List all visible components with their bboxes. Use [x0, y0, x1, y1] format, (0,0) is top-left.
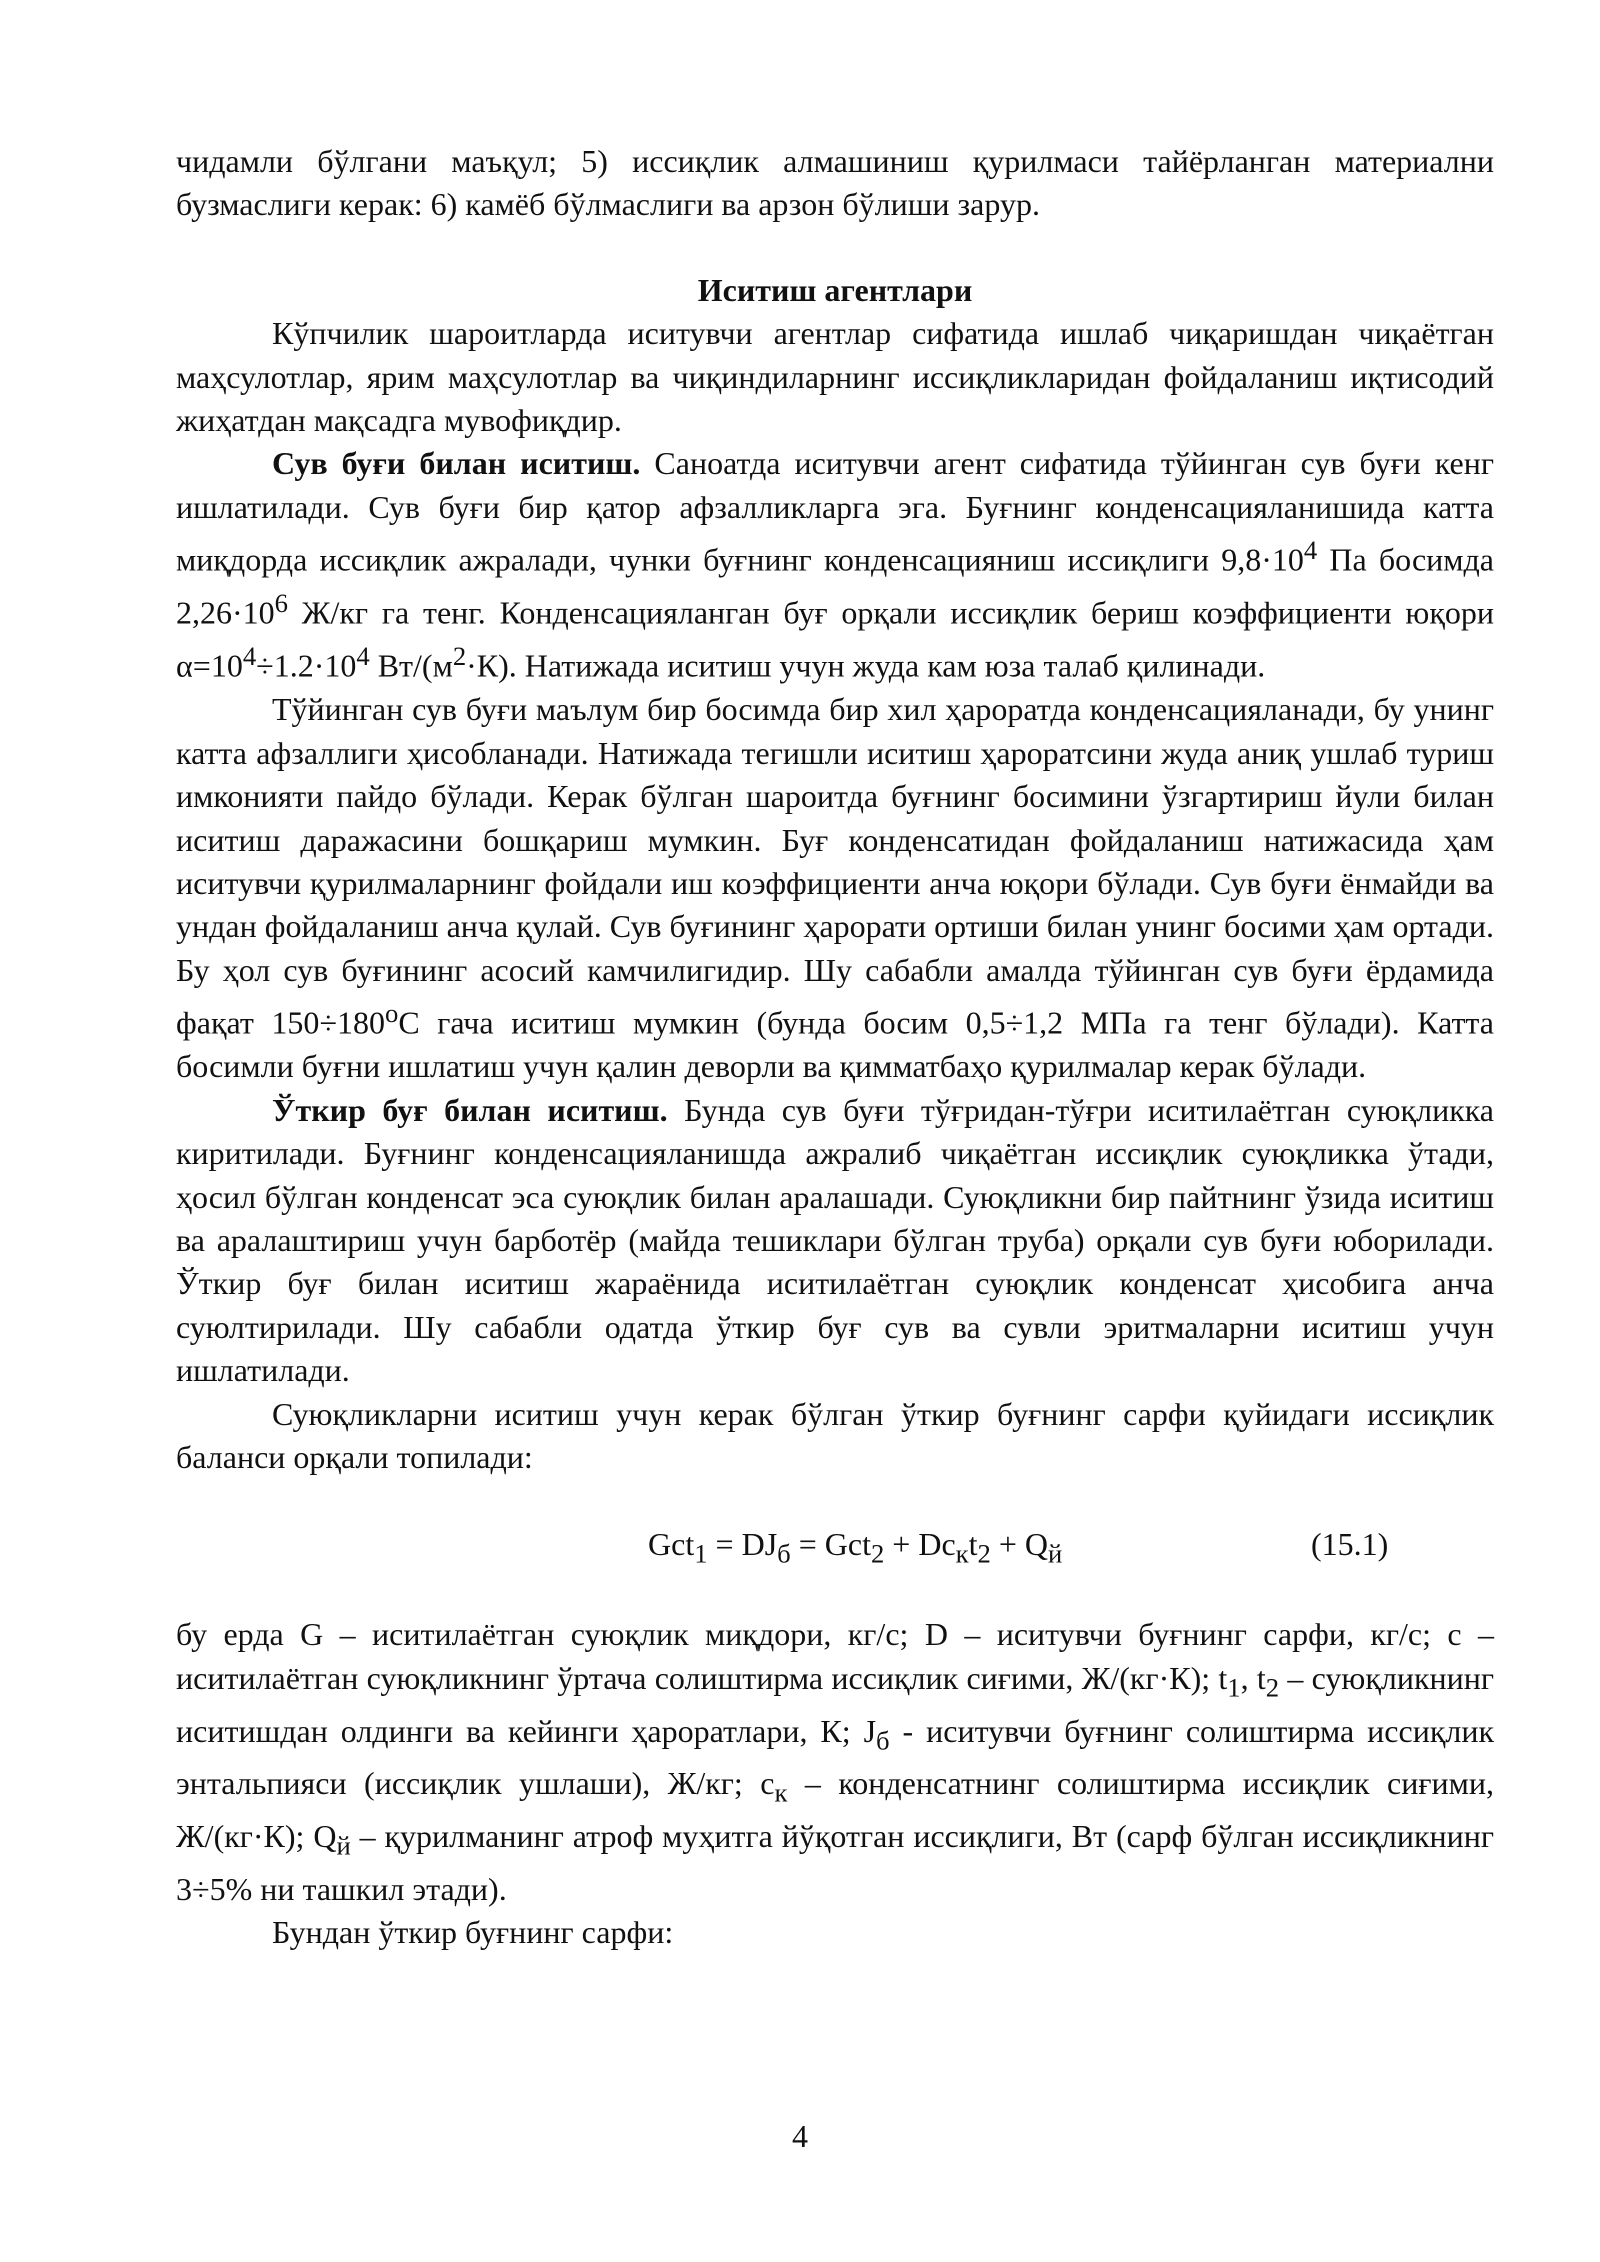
intro-paragraph: Кўпчилик шароитларда иситувчи агентлар сифатида ишлаб чиқаришдан чиқаётган маҳсулотлар, ярим маҳсулотлар ва чиқиндиларнинг иссиқликларидан фойдаланиш иқтисодий жиҳатдан мақсадга мувофиқдир. [176, 315, 1494, 439]
consumption-paragraph: Бундан ўткир буғнинг сарфи: [272, 1914, 674, 1951]
sharp-steam-paragraph: Ўткир буғ билан иситиш. Бунда сув буғи тўғридан-тўғри иситилаётган суюқликка киритилади. Буғнинг конденсацияланишда ажралиб чиқаётган иссиқлик суюқликка ўтади, ҳосил бўлган конденсат эса суюқлик билан аралашади. Суюқликни бир пайтнинг ўзида иситиш ва аралаштириш учун барботёр (майда тешиклари бўлган труба) орқали сув буғи юборилади. Ўткир буғ билан иситиш жараёнида иситилаётган суюқлик конденсат ҳисобига анча суюлтирилади. Шу сабабли одатда ўткир буғ сув ва сувли эритмаларни иситиш учун ишлатилади. [176, 1091, 1495, 1389]
steam-heating-paragraph: Сув буғи билан иситиш. Саноатда иситувчи агент сифатида тўйинган сув буғи кенг ишлатилади. Сув буғи бир қатор афзалликларга эга. Буғнинг конденсацияланишида катта миқдорда иссиқлик ажралади, чунки буғнинг конденсацияниш иссиқлиги $9,8\cdot 10^4$ Па босимда $2,26\cdot 10^6$ Ж/кг га тенг. Конденсацияланган буғ орқали иссиқлик бериш коэффициенти юқори $\alpha=10^4\div 1.2\cdot 10^4$ $Вт/(м^2\cdot К)$. Натижада иситиш учун жуда кам юза талаб қилинади. [176, 445, 1495, 685]
equation-number: (15.1) [1311, 1526, 1389, 1563]
steam-heating-title: Сув буғи билан иситиш. [272, 445, 641, 482]
continuation-paragraph: чидамли бўлгани маъқул; 5) иссиқлик алмашиниш қурилмаси тайёрланган материални бузмаслиги керак: 6) камёб бўлмаслиги ва арзон бўлиши зарур. [176, 143, 1494, 223]
equation-15-1 [176, 1523, 1494, 1569]
page-content [176, 140, 1494, 1955]
page-number: 4 [792, 2118, 808, 2154]
alpha-symbol: α [176, 648, 193, 685]
section-heading: Иситиш агентлари [697, 271, 973, 308]
saturated-steam-paragraph: Тўйинган сув буғи маълум бир босимда бир хил ҳароратда конденсацияланади, бу унинг катта афзаллиги ҳисобланади. Натижада тегишли иситиш ҳароратсини жуда аниқ ушлаб туриш имконияти пайдо бўлади. Керак бўлган шароитда буғнинг босимини ўзгартириш йули билан иситиш даражасини бошқариш мумкин. Буғ конденсатидан фойдаланиш натижасида ҳам иситувчи қурилмаларнинг фойдали иш коэффициенти анча юқори бўлади. Сув буғи ёнмайди ва ундан фойдаланиш анча қулай. Сув буғининг ҳарорати ортиши билан унинг босими ҳам ортади. Бу ҳол сув буғининг асосий камчилигидир. Шу сабабли амалда тўйинган сув буғи ёрдамида фақат $150\div 180^оС$ гача иситиш мумкин (бунда босим 0,5÷1,2 МПа га тенг бўлади). Катта босимли буғни ишлатиш учун қалин деворли ва қимматбаҳо қурилмалар керак бўлади. [176, 691, 1495, 1085]
heat-balance-formula: $Gct_1 = DJ_б = Gct_2 + Dc_кt_2 + Q_й$ [648, 1526, 1063, 1569]
balance-intro-paragraph: Суюқликларни иситиш учун керак бўлган ўткир буғнинг сарфи қуйидаги иссиқлик баланси орқали топилади: [176, 1395, 1494, 1475]
sharp-steam-title: Ўткир буғ билан иситиш. [272, 1091, 668, 1128]
legend-paragraph: бу ерда G – иситилаётган суюқлик миқдори, кг/с; D – иситувчи буғнинг сарфи, кг/с; c – иситилаётган суюқликнинг ўртача солиштирма иссиқлик сиғими, Ж/(кг·К); $t_1$, $t_2$ – суюқликнинг иситишдан олдинги ва кейинги ҳароратлари, К; $J_б$ - иситувчи буғнинг солиштирма иссиқлик энтальпияси (иссиқлик ушлаши), Ж/кг; $c_к$ – конденсатнинг солиштирма иссиқлик сиғими, Ж/(кг·К); $Q_й$ – қурилманинг атроф муҳитга йўқотган иссиқлиги, Вт (сарф бўлган иссиқликнинг 3÷5% ни ташкил этади). [176, 1616, 1495, 1907]
